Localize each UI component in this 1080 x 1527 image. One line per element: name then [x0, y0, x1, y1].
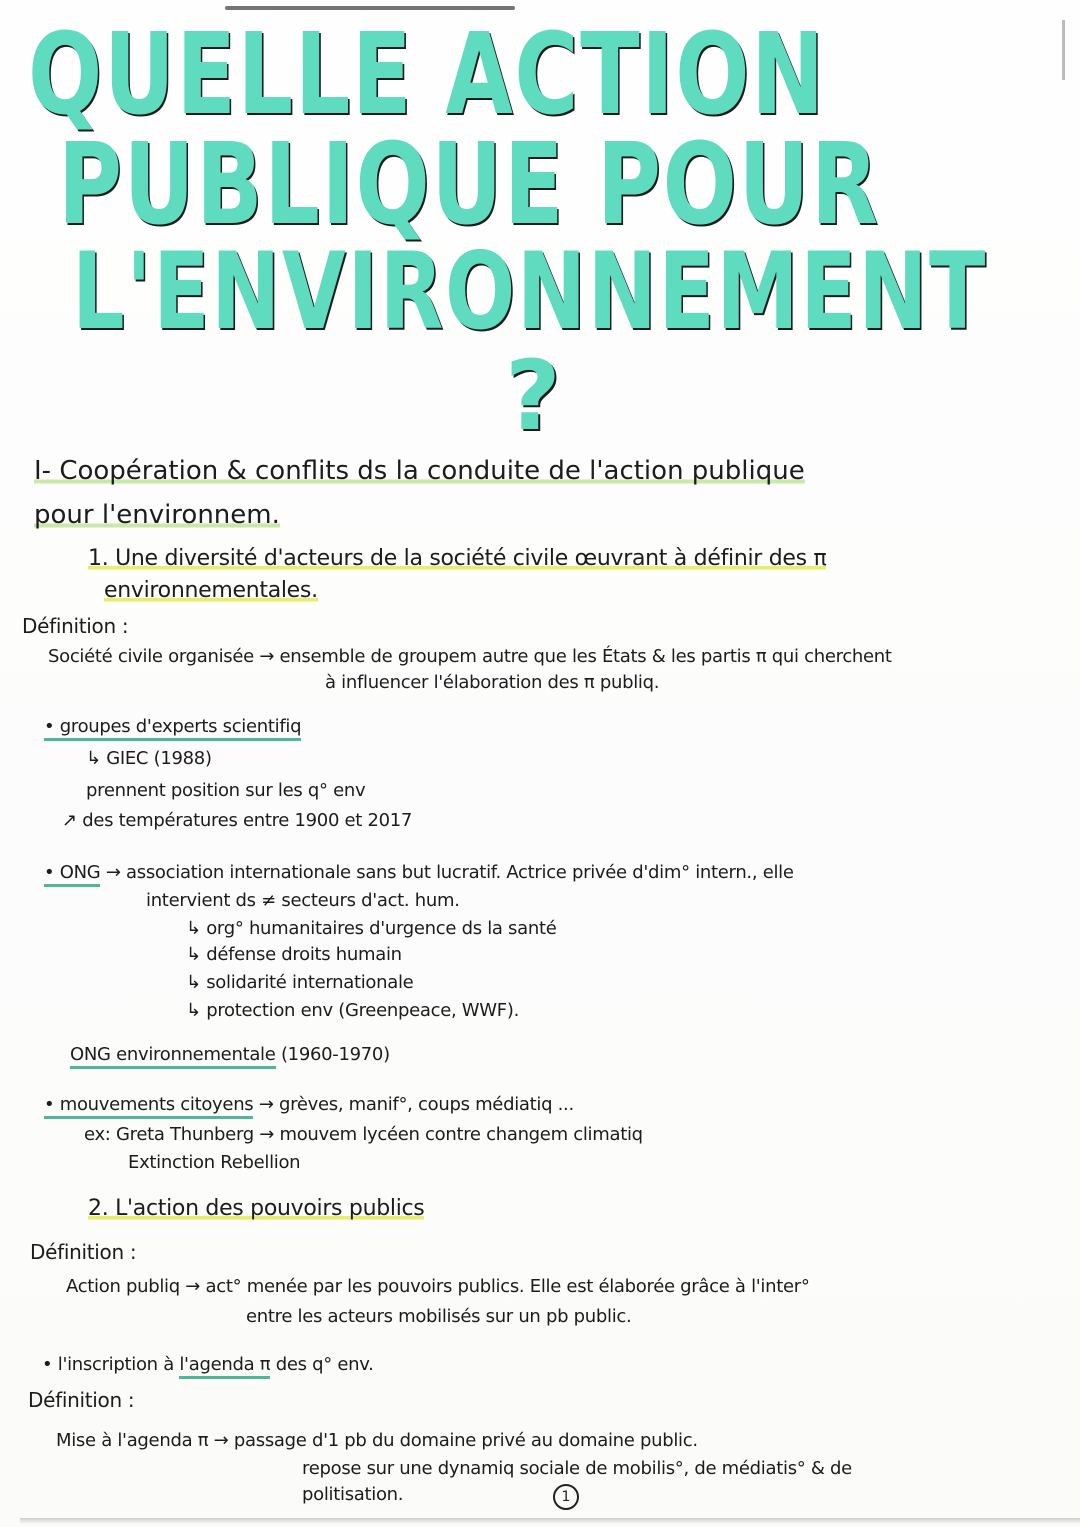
definition-3-line-1: Mise à l'agenda π → passage d'1 pb du domaine privé au domaine public. [56, 1430, 698, 1451]
definition-label-3: Définition : [28, 1388, 135, 1412]
ong-line-1 [44, 862, 794, 883]
page-right-edge [1062, 20, 1065, 80]
page-bottom-edge [20, 1518, 1080, 1524]
subsection-1-title-line-1: 1. Une diversité d'acteurs de la société civile œuvrant à définir des π [88, 546, 827, 571]
title-line-3: L'ENVIRONNEMENT [72, 230, 988, 353]
title-question-mark: ? [505, 340, 563, 452]
ong-line-2: intervient ds ≠ secteurs d'act. hum. [146, 890, 460, 911]
ong-item: ↳ solidarité internationale [186, 972, 414, 993]
ong-label: • ONG [44, 862, 100, 887]
citizens-example-1: ex: Greta Thunberg → mouvem lycéen contre changem climatiq [84, 1124, 643, 1145]
ong-item: ↳ org° humanitaires d'urgence ds la santé [186, 918, 557, 939]
section-heading-line-2: pour l'environnem. [34, 500, 280, 530]
experts-temperatures: ↗ des températures entre 1900 et 2017 [62, 810, 413, 831]
citizens-actions: → grèves, manif°, coups médiatiq ... [258, 1094, 574, 1115]
ong-environmental-dates: (1960-1970) [280, 1044, 390, 1065]
definition-1-line-1: Société civile organisée → ensemble de groupem autre que les États & les partis π qui cherchent [48, 646, 892, 667]
definition-2-line-2: entre les acteurs mobilisés sur un pb public. [246, 1306, 632, 1327]
agenda-bullet [42, 1354, 374, 1375]
title-line-2: PUBLIQUE POUR [58, 120, 880, 250]
subsection-1-title-line-2: environnementales. [104, 578, 318, 603]
experts-position: prennent position sur les q° env [86, 780, 366, 801]
definition-3-line-3: politisation. [302, 1484, 404, 1505]
title-line-1: QUELLE ACTION [28, 10, 826, 140]
definition-3-line-2: repose sur une dynamiq sociale de mobilis°, de médiatis° & de [302, 1458, 852, 1479]
ong-item: ↳ défense droits humain [186, 944, 402, 965]
citizens-label: • mouvements citoyens [44, 1094, 253, 1119]
experts-giec: ↳ GIEC (1988) [86, 748, 212, 769]
bullet-scientific-experts: • groupes d'experts scientifiq [44, 716, 301, 741]
definition-label-2: Définition : [30, 1240, 137, 1264]
ong-environmental-label: ONG environnementale [70, 1044, 276, 1069]
section-heading-line-1: I- Coopération & conflits ds la conduite de l'action publique [34, 456, 805, 486]
page-number: 1 [553, 1484, 579, 1510]
agenda-term: l'agenda π [179, 1354, 270, 1379]
subsection-2-title: 2. L'action des pouvoirs publics [88, 1196, 425, 1221]
ong-definition: → association internationale sans but lucratif. Actrice privée d'dim° intern., elle [105, 862, 794, 883]
citizens-line [44, 1094, 574, 1115]
ong-item: ↳ protection env (Greenpeace, WWF). [186, 1000, 520, 1021]
agenda-prefix: • l'inscription à [42, 1354, 174, 1375]
ong-environmental [70, 1044, 390, 1065]
definition-1-line-2: à influencer l'élaboration des π publiq. [325, 672, 660, 693]
agenda-suffix: des q° env. [275, 1354, 374, 1375]
citizens-example-2: Extinction Rebellion [128, 1152, 301, 1173]
definition-2-line-1: Action publiq → act° menée par les pouvoirs publics. Elle est élaborée grâce à l'inter° [66, 1276, 810, 1297]
definition-label-1: Définition : [22, 614, 129, 638]
